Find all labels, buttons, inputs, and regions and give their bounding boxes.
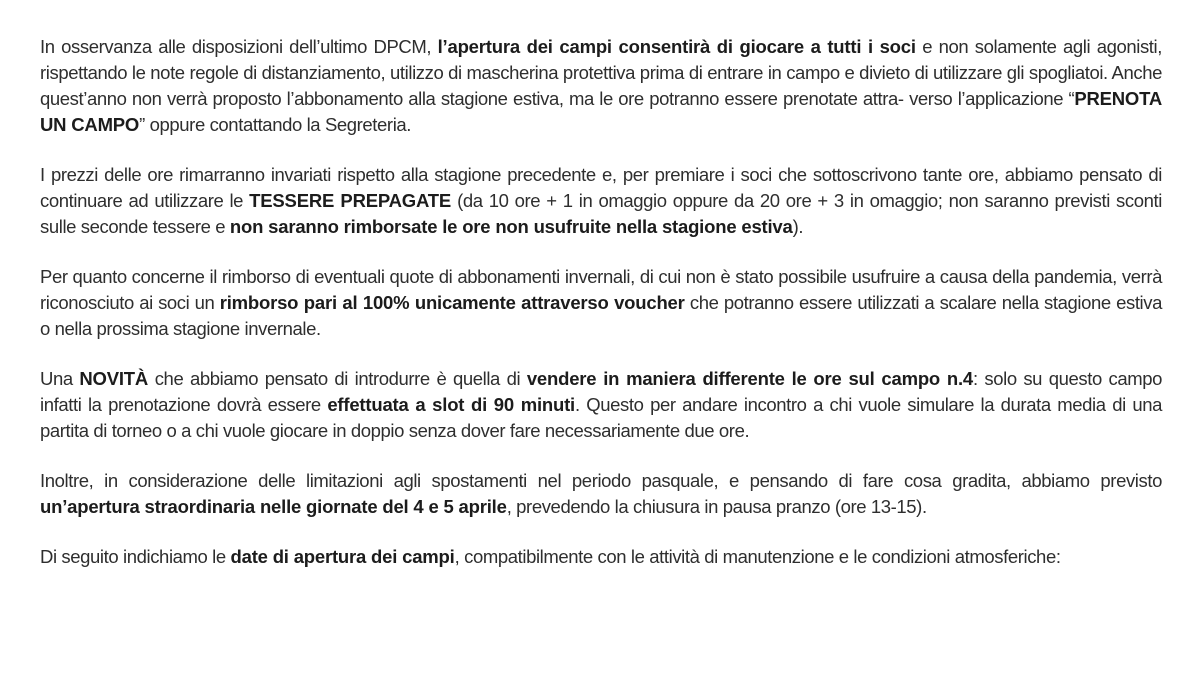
bold-text-run: TESSERE PREPAGATE bbox=[249, 190, 452, 211]
paragraph-easter-opening bbox=[40, 468, 1162, 520]
bold-text-run: un’apertura straordinaria nelle giornate del 4 e 5 aprile bbox=[40, 496, 507, 517]
paragraph-cut-off-top bbox=[40, 0, 1162, 6]
paragraph-prepaid-cards bbox=[40, 162, 1162, 240]
text-run: In osservanza alle disposizioni dell’ultimo DPCM, bbox=[40, 36, 438, 57]
text-run: . Questo per andare incontro a chi vuole simulare la durata media di una partita di torneo o a chi vuole giocare in doppio senza dover fare necessariamente due ore. bbox=[40, 394, 1163, 441]
text-run: Inoltre, in considerazione delle limitazioni agli spostamenti nel periodo pasquale, e pensando di fare cosa gradita, abbiamo previsto bbox=[40, 470, 1162, 491]
document-page bbox=[40, 0, 1162, 594]
bold-text-run: vendere in maniera differente le ore sul campo n.4 bbox=[526, 368, 973, 389]
text-run: (da 10 ore + 1 in omaggio oppure da 20 ore + 3 in omaggio; non saranno previsti sconti sulle seconde tessere e bbox=[40, 190, 1162, 237]
text-run: , prevedendo la chiusura in pausa pranzo (ore 13-15). bbox=[506, 496, 927, 517]
text-run: ). bbox=[792, 216, 804, 237]
text-run: Per quanto concerne il rimborso di eventuali quote di abbonamenti invernali, di cui non è stato possibile usufruire a causa della pandemia, verrà riconosciuto ai soci un bbox=[40, 266, 1162, 313]
text-run: e non solamente agli agonisti, rispettando le note regole di distanziamento, utilizzo di mascherina protettiva prima di entrare in campo e divieto di utilizzare gli spogliatoi. Anche quest’anno non verrà proposto l’abbonamento alla stagione estiva, ma le ore potranno essere prenotate attra- verso l’applicazione “ bbox=[40, 36, 1162, 109]
bold-text-run: non saranno rimborsate le ore non usufruite nella stagione estiva bbox=[229, 216, 793, 237]
bold-text-run: rimborso pari al 100% unicamente attraverso voucher bbox=[219, 292, 685, 313]
text-run: che abbiamo pensato di introdurre è quella di bbox=[148, 368, 527, 389]
paragraph-court-4-slots bbox=[40, 366, 1162, 444]
bold-text-run: l’apertura dei campi consentirà di giocare a tutti i soci bbox=[437, 36, 916, 57]
text-run: Di seguito indichiamo le bbox=[40, 546, 231, 567]
text-run: : solo su questo campo infatti la prenotazione dovrà essere bbox=[40, 368, 1163, 415]
text-run: che potranno essere utilizzati a scalare nella stagione estiva o nella prossima stagione invernale. bbox=[40, 292, 1163, 339]
text-run: Una bbox=[40, 368, 80, 389]
bold-text-run: NOVITÀ bbox=[79, 368, 149, 389]
text-run: ” oppure contattando la Segreteria. bbox=[139, 114, 412, 135]
text-run: I prezzi delle ore rimarranno invariati rispetto alla stagione precedente e, per premiare i soci che sottoscrivono tante ore, abbiamo pensato di continuare ad utilizzare le bbox=[40, 164, 1162, 211]
bold-text-run: effettuata a slot di 90 minuti bbox=[327, 394, 575, 415]
paragraph-opening-dates-intro bbox=[40, 544, 1162, 570]
paragraph-dpcm-opening bbox=[40, 34, 1162, 138]
bold-text-run: PRENOTA UN CAMPO bbox=[40, 88, 1162, 135]
text-run: , compatibilmente con le attività di manutenzione e le condizioni atmosferiche: bbox=[454, 546, 1061, 567]
bold-text-run: date di apertura dei campi bbox=[230, 546, 455, 567]
paragraph-voucher-refund bbox=[40, 264, 1162, 342]
